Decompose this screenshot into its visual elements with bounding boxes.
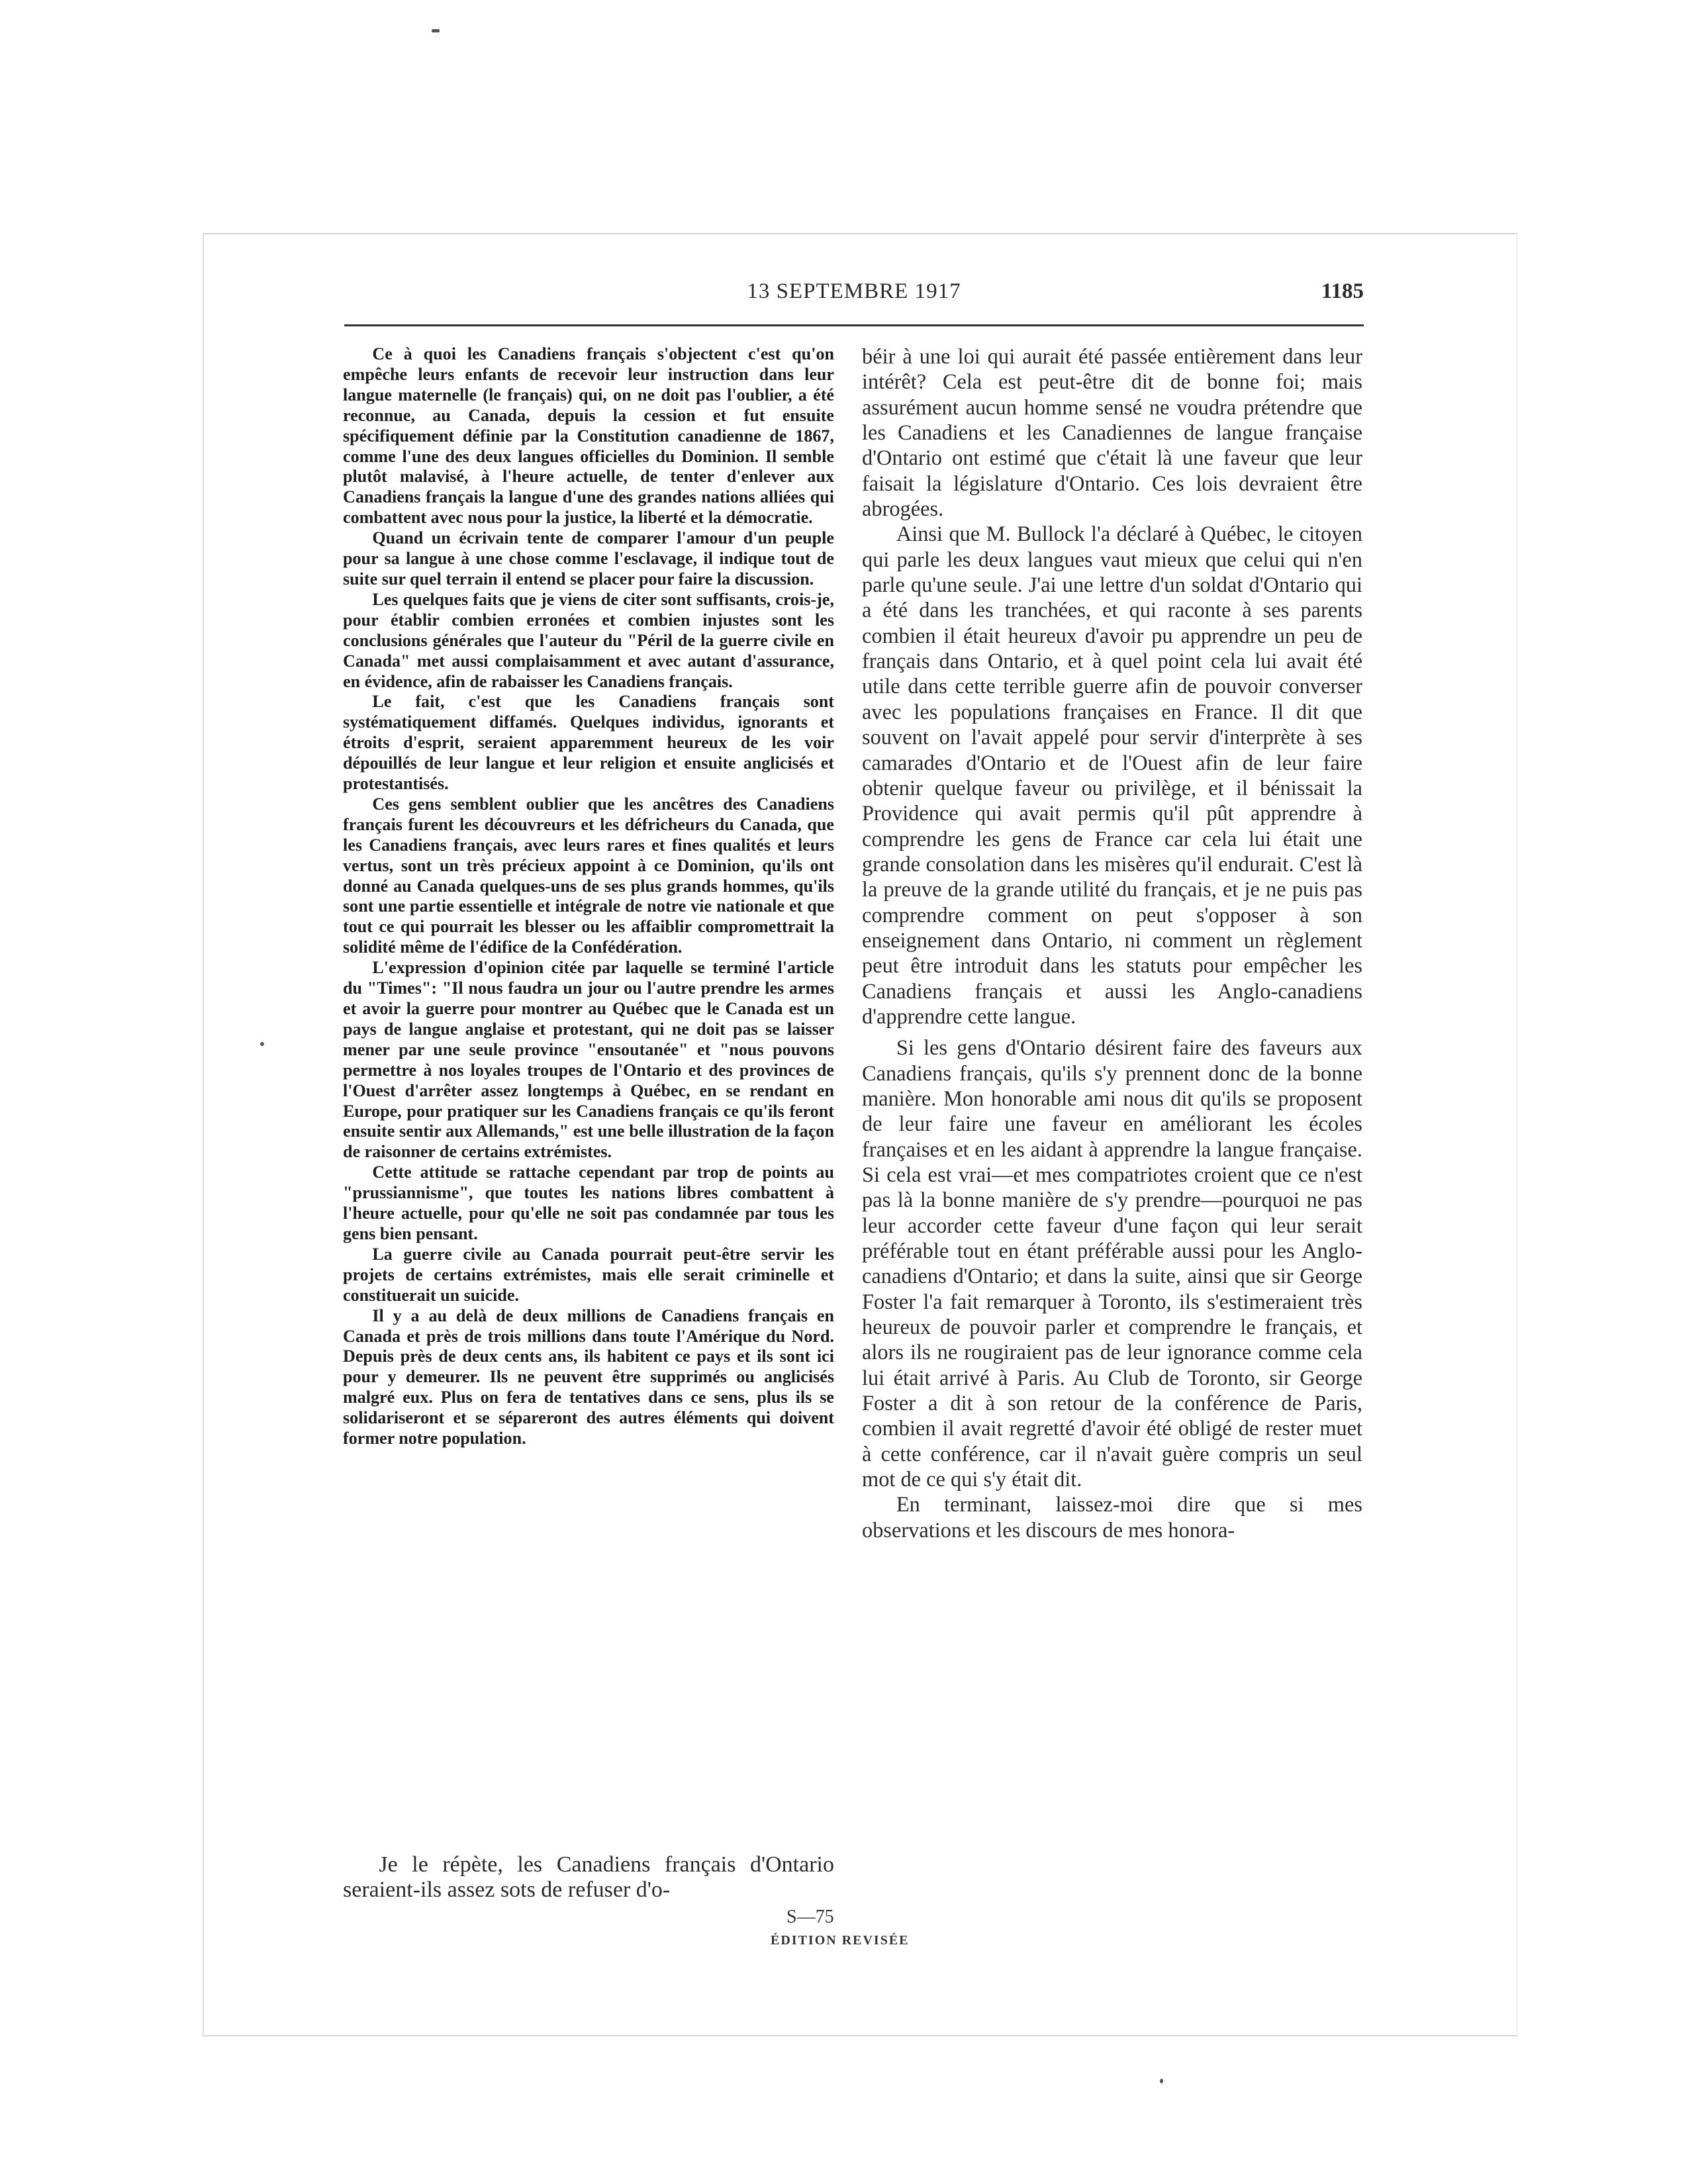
- paragraph: Le fait, c'est que les Canadiens français sont systématiquement diffamés. Quelques individus, ignorants et étroits d'esprit, seraient apparemment heureux de les voir dépouillés de leur langue et leur religion et ensuite anglicisés et protestantisés.: [343, 692, 834, 794]
- paragraph: La guerre civile au Canada pourrait peut-être servir les projets de certains extrémistes, mais elle serait criminelle et constituerait un suicide.: [343, 1244, 834, 1305]
- paragraph: L'expression d'opinion citée par laquelle se terminé l'article du "Times": "Il nous faudra un jour ou l'autre prendre les armes et avoir la guerre pour montrer au Québec que le Canada est un pays de langue anglaise et protestant, qui ne doit pas se laisser mener par une seule province "ensoutanée" et "nous pouvons permettre à nos loyales troupes de l'Ontario et des provinces de l'Ouest d'arrêter assez longtemps à Québec, en se rendant en Europe, pour pratiquer sur les Canadiens français ce qu'ils feront ensuite sentir aux Allemands," est une belle illustration de la façon de raisonner de certains extrémistes.: [343, 958, 834, 1162]
- paragraph: Ces gens semblent oublier que les ancêtres des Canadiens français furent les découvreurs et les défricheurs du Canada, que les Canadiens français, avec leurs rares et fines qualités et leurs vertus, sont un très précieux appoint à ce Dominion, qu'ils ont donné au Canada quelques-uns de ses plus grands hommes, qu'ils sont une partie essentielle et intégrale de notre vie nationale et que tout ce qui pourrait les blesser ou les affaiblir compromettrait la solidité même de l'édifice de la Confédération.: [343, 794, 834, 957]
- left-column-tail: [343, 1852, 834, 1903]
- paragraph: Il y a au delà de deux millions de Canadiens français en Canada et près de trois millions dans toute l'Amérique du Nord. Depuis près de deux cents ans, ils habitent ce pays et ils sont ici pour y demeurer. Ils ne peuvent être supprimés ou anglicisés malgré eux. Plus on fera de tentatives dans ce sens, plus ils se solidariseront et se sépareront des autres éléments qui doivent former notre population.: [343, 1305, 834, 1448]
- edition-label: ÉDITION REVISÉE: [771, 1933, 910, 1948]
- paragraph: Si les gens d'Ontario désirent faire des faveurs aux Canadiens français, qu'ils s'y prennent donc de la bonne manière. Mon honorable ami nous dit qu'ils se proposent de leur faire une faveur en améliorant les écoles françaises et en les aidant à apprendre la langue française. Si cela est vrai—et mes compatriotes croient que ce n'est pas là la bonne manière de s'y prendre—pourquoi ne pas leur accorder cette faveur d'une façon qui leur serait préférable tout en étant préférable aussi pour les Anglo-canadiens d'Ontario; et dans la suite, ainsi que sir George Foster l'a fait remarquer à Toronto, ils s'estimeraient très heureux de pouvoir parler et comprendre le français, et alors ils ne rougiraient pas de leur ignorance comme cela lui était arrivé à Paris. Au Club de Toronto, sir George Foster a dit à son retour de la conférence de Paris, combien il avait regretté d'avoir été obligé de rester muet à cette conférence, car il n'avait guère compris un seul mot de ce qui s'y était dit.: [862, 1036, 1362, 1492]
- paragraph: béir à une loi qui aurait été passée entièrement dans leur intérêt? Cela est peut-être dit de bonne foi; mais assurément aucun homme sensé ne voudra prétendre que les Canadiens et les Canadiennes de langue française d'Ontario ont estimé que c'était là une faveur que leur faisait la législature d'Ontario. Ces lois devraient être abrogées.: [862, 345, 1362, 522]
- scan-speck: [260, 1042, 264, 1046]
- scan-speck: [1160, 2079, 1163, 2083]
- paragraph: Quand un écrivain tente de comparer l'amour d'un peuple pour sa langue à une chose comme l'esclavage, il indique tout de suite sur quel terrain il entend se placer pour faire la discussion.: [343, 528, 834, 589]
- paragraph: Ainsi que M. Bullock l'a déclaré à Québec, le citoyen qui parle les deux langues vaut mieux que celui qui n'en parle qu'une seule. J'ai une lettre d'un soldat d'Ontario qui a été dans les tranchées, et qui raconte à ses parents combien il était heureux d'avoir pu apprendre un peu de français dans Ontario, et à quel point cela lui avait été utile dans cette terrible guerre afin de pouvoir converser avec les populations françaises en France. Il dit que souvent on l'avait appelé pour servir d'interprète à ses camarades d'Ontario et de l'Ouest afin de leur faire obtenir quelque faveur ou privilège, et il bénissait la Providence qui avait permis qu'il pût apprendre à comprendre les gens de France car cela lui était une grande consolation dans les misères qu'il endurait. C'est là la preuve de la grande utilité du français, et je ne puis pas comprendre comment on peut s'opposer à son enseignement dans Ontario, ni comment un règlement peut être introduit dans les statuts pour empêcher les Canadiens français et aussi les Anglo-canadiens d'apprendre cette langue.: [862, 522, 1362, 1029]
- signature-mark: S—75: [786, 1907, 834, 1927]
- left-column: [343, 344, 834, 1449]
- header-date: 13 SEPTEMBRE 1917: [747, 279, 961, 303]
- right-column: [862, 344, 1362, 1543]
- page-header: [344, 277, 1364, 310]
- page-number: 1185: [1321, 279, 1364, 303]
- header-rule: [344, 324, 1364, 326]
- paragraph: En terminant, laissez-moi dire que si mes observations et les discours de mes honora-: [862, 1493, 1362, 1542]
- paragraph: Cette attitude se rattache cependant par trop de points au "prussiannisme", que toutes les nations libres combattent à l'heure actuelle, pour qu'elle ne soit pas condamnée par tous les gens bien pensant.: [343, 1162, 834, 1243]
- paragraph: Les quelques faits que je viens de citer sont suffisants, crois-je, pour établir combien erronées et combien injustes sont les conclusions générales que l'auteur du "Péril de la guerre civile en Canada" met aussi complaisamment et avec autant d'assurance, en évidence, afin de rabaisser les Canadiens français.: [343, 589, 834, 691]
- paragraph: Ce à quoi les Canadiens français s'objectent c'est qu'on empêche leurs enfants de recevoir leur instruction dans leur langue maternelle (le français) qui, on ne doit pas l'oublier, a été reconnue, au Canada, depuis la cession et fut ensuite spécifiquement définie par la Constitution canadienne de 1867, comme l'une des deux langues officielles du Dominion. Il semble plutôt malavisé, à l'heure actuelle, de tenter d'enlever aux Canadiens français la langue d'une des grandes nations alliées qui combattent avec nous pour la justice, la liberté et la démocratie.: [343, 344, 834, 528]
- paragraph: Je le répète, les Canadiens français d'Ontario seraient-ils assez sots de refuser d'o-: [343, 1852, 834, 1902]
- scan-speck: [432, 29, 440, 32]
